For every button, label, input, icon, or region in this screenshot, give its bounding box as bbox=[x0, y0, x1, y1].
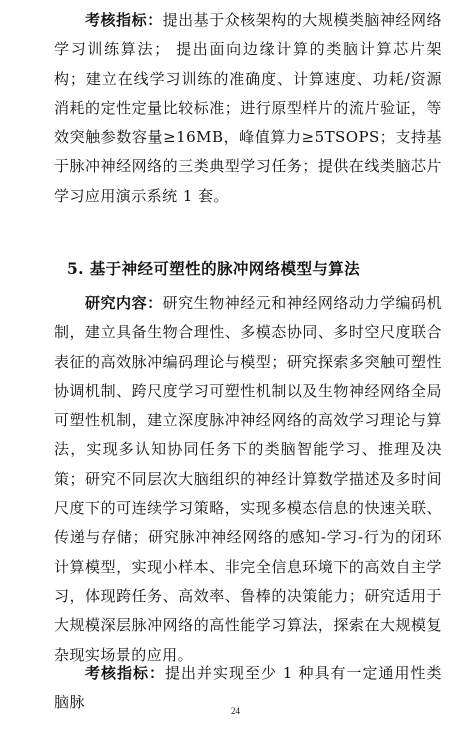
page-number: 24 bbox=[231, 706, 240, 716]
assessment-label: 考核指标： bbox=[85, 11, 163, 29]
section-heading: 5. 基于神经可塑性的脉冲网络模型与算法 bbox=[67, 259, 361, 278]
assessment-paragraph-1 bbox=[54, 6, 442, 211]
assessment-label-2: 考核指标： bbox=[85, 664, 165, 682]
assessment-text: 提出基于众核架构的大规模类脑神经网络学习训练算法； 提出面向边缘计算的类脑计算芯片架构；建立在线学习训练的准确度、计算速度、功耗/资源消耗的定性定量比较标准；进行原型样片的流片验证，等效突触参数容量≥16MB，峰值算力≥5TSOPS；支持基于脉冲神经网络的三类典型学习任务；提供在线类脑芯片学习应用演示系统 1 套。 bbox=[54, 11, 442, 205]
research-content-label: 研究内容： bbox=[85, 294, 163, 312]
research-content-text: 研究生物神经元和神经网络动力学编码机制，建立具备生物合理性、多模态协同、多时空尺度联合表征的高效脉冲编码理论与模型；研究探索多突触可塑性协调机制、跨尺度学习可塑性机制以及生物神经网络全局可塑性机制，建立深度脉冲神经网络的高效学习理论与算法，实现多认知协同任务下的类脑智能学习、推理及决策；研究不同层次大脑组织的神经计算数学描述及多时间尺度下的可连续学习策略，实现多模态信息的快速关联、传递与存储；研究脉冲神经网络的感知-学习-行为的闭环计算模型，实现小样本、非完全信息环境下的高效自主学习，体现跨任务、高效率、鲁棒的决策能力；研究适用于大规模深层脉冲网络的高性能学习算法，探索在大规模复杂现实场景的应用。 bbox=[54, 294, 442, 664]
assessment-text-2: 提出并实现至少 1 种具有一定通用性类脑脉 bbox=[54, 664, 442, 712]
research-content-paragraph bbox=[54, 289, 442, 670]
